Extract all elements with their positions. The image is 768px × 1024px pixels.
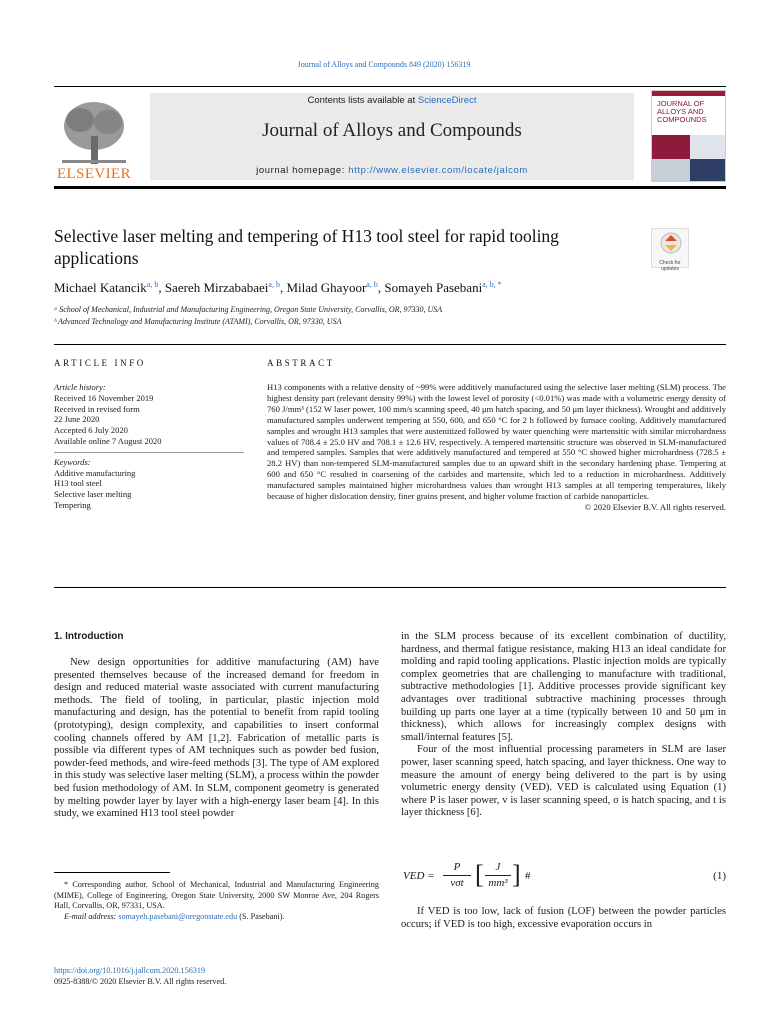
article-title: Selective laser melting and tempering of H13 tool steel for rapid tooling applications	[54, 226, 559, 268]
body-left-column	[54, 657, 379, 821]
history-item: Available online 7 August 2020	[54, 435, 162, 446]
bracket-left: [	[475, 860, 484, 889]
journal-cover-image	[651, 90, 726, 182]
keyword: Selective laser melting	[54, 489, 132, 500]
author-name[interactable]: Saereh Mirzababaei	[164, 280, 269, 295]
keyword: Tempering	[54, 499, 91, 510]
journal-name: Journal of Alloys and Compounds	[262, 120, 522, 141]
sciencedirect-link[interactable]: ScienceDirect	[417, 95, 477, 106]
info-divider	[54, 452, 244, 453]
body-right-column	[401, 631, 726, 820]
cover-title: JOURNAL OF ALLOYS AND COMPOUNDS	[657, 99, 707, 124]
section-heading-introduction: 1. Introduction	[54, 631, 124, 642]
corresponding-note: * Corresponding author. School of Mechanical, Industrial and Manufacturing Engineering (MIME), College of Engineering, Oregon State University, 2000 SW Monroe Ave, 204 Rogers Hall, Corvallis, OR, 97331, USA.	[54, 880, 379, 911]
keywords-label: Keywords:	[54, 456, 91, 467]
issn-line: 0925-8388/© 2020 Elsevier B.V. All rights reserved.	[54, 977, 227, 986]
equation-lhs: VED =	[403, 870, 435, 882]
doi-link[interactable]: https://doi.org/10.1016/j.jallcom.2020.156319	[54, 966, 206, 975]
unit-fraction-bar	[485, 875, 511, 876]
equation-unit-denominator: mm³	[488, 877, 508, 889]
equation-unit-numerator: J	[495, 861, 501, 873]
body-rule	[54, 587, 726, 588]
paragraph: in the SLM process because of its excellent combination of ductility, hardness, and thermal fatigue resistance, making H13 an ideal candidate for molding and rapid tooling applications. Plastic injection molds are typically complex geometries that are challenging to manufacture with traditional, subtractive methodologies [1]. Additive processes provide significant key advantages over traditional subtractive machining processes through building up parts one layer at a time (typically between 10 and 50 μm in thickness), which allows for increasingly complex designs with small/internal features [5].	[401, 631, 726, 743]
contents-prefix: Contents lists available at	[307, 95, 418, 106]
abstract-heading: ABSTRACT	[267, 358, 335, 368]
check-for-updates-badge[interactable]	[651, 228, 689, 272]
keyword: H13 tool steel	[54, 478, 102, 489]
author-affil-marker[interactable]: a, b	[146, 280, 159, 289]
email-suffix: (S. Pasebani).	[237, 911, 285, 921]
cover-graphic	[652, 135, 726, 182]
fraction-bar	[443, 875, 471, 876]
elsevier-wordmark: ELSEVIER	[56, 166, 132, 182]
crossmark-label: Check for updates	[659, 260, 681, 272]
email-label: E-mail address:	[64, 911, 119, 921]
author-affil-marker[interactable]: a, b	[268, 280, 280, 289]
journal-citation[interactable]: Journal of Alloys and Compounds 849 (2020) 156319	[297, 60, 471, 69]
history-item: 22 June 2020	[54, 414, 100, 425]
equation-denominator: vσt	[450, 877, 464, 889]
history-item: Accepted 6 July 2020	[54, 425, 128, 436]
author-name[interactable]: Somayeh Pasebani	[384, 280, 483, 295]
equation-1	[401, 860, 726, 897]
bracket-right: ]	[512, 860, 521, 889]
history-item: Received 16 November 2019	[54, 392, 154, 403]
body-right-column-continued	[401, 906, 726, 931]
affiliation-b: ᵇ Advanced Technology and Manufacturing Institute (ATAMI), Corvallis, OR, 97330, USA	[54, 317, 342, 326]
abstract	[267, 382, 726, 513]
paragraph: New design opportunities for additive manufacturing (AM) have presented themselves because of the increased demand for freedom in design and reduced material waste associated with current manufacturing methods. The field of tooling, in particular, plastic injection mold manufacturing and design, has the potential to benefit from rapid tooling (prototyping), design complexity, and capabilities to insert conformal cooling channels offered by AM [1,2]. Fabrication of metallic parts is possible via different types of AM techniques such as powder bed fusion, powder-feed methods, and wire-feed methods [3]. The type of AM explored in this study was selective laser melting (SLM), a process within the powder bed fusion methodology of AM. In SLM, component geometry is generated by melting powder layer by layer with a high-energy laser beam [4]. In this study, we examined H13 tool steel powder	[54, 657, 379, 820]
abstract-copyright: © 2020 Elsevier B.V. All rights reserved.	[584, 501, 726, 512]
homepage-link[interactable]: http://www.elsevier.com/locate/jalcom	[348, 165, 528, 176]
header-rule	[54, 86, 726, 87]
keyword: Additive manufacturing	[54, 467, 136, 478]
equation-number: (1)	[713, 870, 726, 882]
author-affil-marker[interactable]: a, b	[366, 280, 378, 289]
paragraph: Four of the most influential processing parameters in SLM are laser power, laser scanning speed, hatch spacing, and layer thickness. One way to measure the amount of energy being delivered to the part is by using volumetric energy density (VED). VED is calculated using Equation (1) where P is laser power, v is laser scanning speed, σ is hatch spacing, and t is layer thickness [6].	[401, 744, 726, 819]
equation-tag: #	[525, 870, 531, 882]
footnote-rule	[54, 872, 170, 873]
author-name[interactable]: Milad Ghayoor	[286, 280, 367, 295]
meta-rule	[54, 344, 726, 345]
author-list: Michael Katancik$^{a, b}$, Saereh Mirzababaei$^{a, b}$, Milad Ghayoor$^{a, b}$, Somayeh Pasebani$^{a, b, *}$	[54, 280, 502, 295]
corresponding-author-footnote	[54, 880, 379, 922]
article-info-heading: ARTICLE INFO	[54, 358, 146, 368]
article-info	[54, 382, 244, 511]
author-name[interactable]: Michael Katancik	[54, 280, 147, 295]
history-item: Received in revised form	[54, 403, 140, 414]
header-bottom-rule	[54, 186, 726, 189]
contents-line	[150, 95, 634, 106]
cover-band	[652, 91, 726, 96]
crossmark-icon	[652, 229, 690, 255]
paragraph: If VED is too low, lack of fusion (LOF) between the powder particles occurs; if VED is too high, excessive evaporation occurs in	[401, 906, 726, 930]
history-label: Article history:	[54, 382, 106, 392]
doi-block	[54, 965, 379, 987]
abstract-text: H13 components with a relative density of ~99% were additively manufactured using the selective laser melting (SLM) process. The highest density part (relevant density 99%) with the lowest level of porosity (<0.01%) was made with a volumetric energy density of 760 J/mm³ (152 W laser power, 100 mm/s scanning speed, 40 μm hatch spacing, and 50 μm layer thickness). Wrought and additively manufactured samples underwent tempering at 550, 600, and 650 °C for 2 h followed by furnace cooling. Additively manufactured samples and wrought H13 samples that were austenitized followed by water quenching were martensitic with similar microhardness values of 708.4 ± 25.0 HV and 708.1 ± 12.6 HV, respectively. A tempered martensitic structure was observed in SLM-manufactured and tempered samples. Samples that were additively manufactured and tempered at 550 °C showed higher microhardness (728.5 ± 28.2 HV) than non-tempered SLM-manufactured samples due to an upward shift in the secondary hardening phase. Tempering at 600 and 650 °C resulted in coarsening of the carbides and martensite, which led to a reduction in microhardness. Additively manufactured samples maintained higher microhardness values than wrought H13 samples at all tempering temperatures, likely because of higher dislocation density, finer grains present, and higher volume fraction of carbide nanoparticles.	[267, 382, 726, 502]
equation-numerator: P	[453, 861, 461, 873]
affiliation-a: ᵃ School of Mechanical, Industrial and Manufacturing Engineering, Oregon State University, Corvallis, OR, 97330, USA	[54, 305, 443, 314]
author-affil-marker[interactable]: a, b, *	[482, 280, 502, 289]
homepage-label: journal homepage:	[256, 165, 349, 176]
email-link[interactable]: somayeh.pasebani@oregonstate.edu	[118, 911, 238, 921]
homepage-line	[150, 165, 634, 176]
journal-header	[150, 93, 634, 180]
